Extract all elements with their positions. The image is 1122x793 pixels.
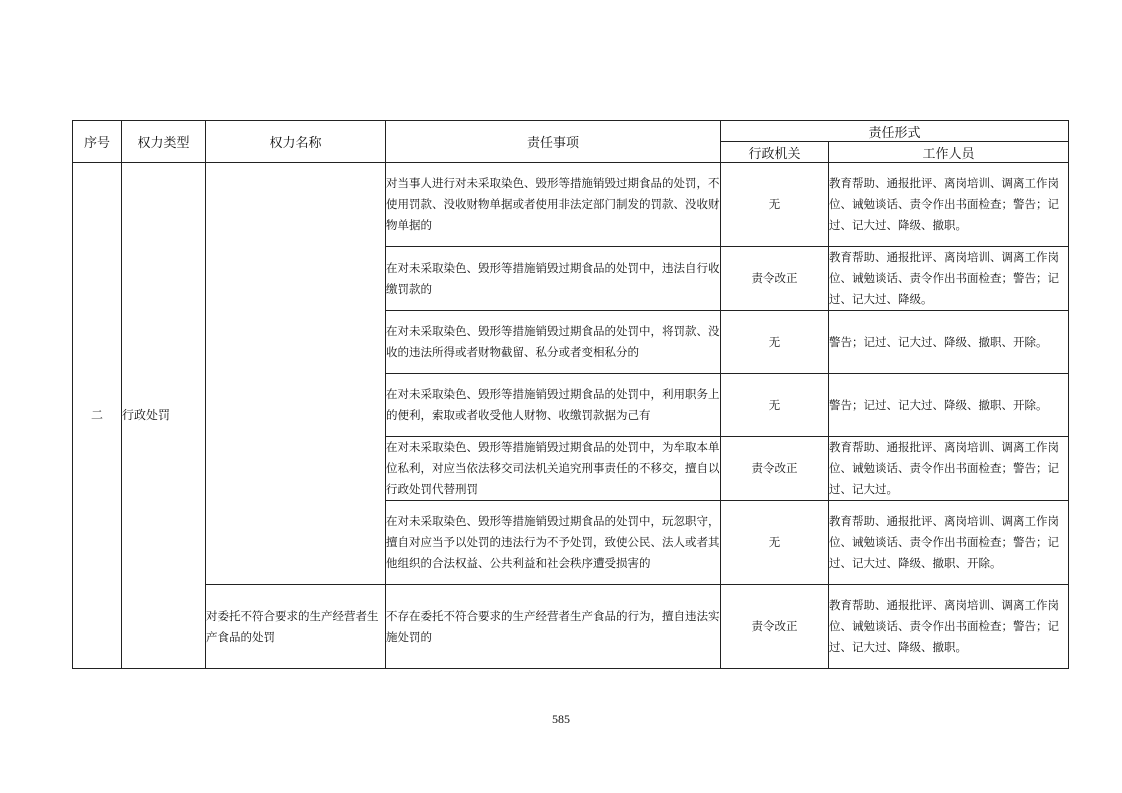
staff-cell: 教育帮助、通报批评、离岗培训、调离工作岗位、诫勉谈话、责令作出书面检查；警告；记过、记大过、降级、撤职。 (829, 585, 1069, 669)
header-agency: 行政机关 (721, 142, 829, 163)
header-seq: 序号 (73, 121, 122, 163)
table-row (73, 163, 1069, 247)
agency-cell: 无 (721, 374, 829, 437)
matter-cell: 不存在委托不符合要求的生产经营者生产食品的行为，擅自违法实施处罚的 (386, 585, 721, 669)
agency-cell: 责令改正 (721, 247, 829, 311)
power-type-cell: 行政处罚 (122, 163, 206, 669)
agency-cell: 责令改正 (721, 437, 829, 501)
matter-cell: 在对未采取染色、毁形等措施销毁过期食品的处罚中，为牟取本单位私利，对应当依法移交司法机关追究刑事责任的不移交，擅自以行政处罚代替刑罚 (386, 437, 721, 501)
matter-cell: 在对未采取染色、毁形等措施销毁过期食品的处罚中，将罚款、没收的违法所得或者财物截留、私分或者变相私分的 (386, 311, 721, 374)
matter-cell: 在对未采取染色、毁形等措施销毁过期食品的处罚中，玩忽职守，擅自对应当予以处罚的违法行为不予处罚，致使公民、法人或者其他组织的合法权益、公共利益和社会秩序遭受损害的 (386, 501, 721, 585)
staff-cell: 教育帮助、通报批评、离岗培训、调离工作岗位、诫勉谈话、责令作出书面检查；警告；记过、记大过、降级。 (829, 247, 1069, 311)
matter-cell: 在对未采取染色、毁形等措施销毁过期食品的处罚中，利用职务上的便利，索取或者收受他人财物、收缴罚款据为己有 (386, 374, 721, 437)
responsibility-table (72, 120, 1069, 669)
header-staff: 工作人员 (829, 142, 1069, 163)
staff-cell: 教育帮助、通报批评、离岗培训、调离工作岗位、诫勉谈话、责令作出书面检查；警告；记过、记大过、降级、撤职、开除。 (829, 501, 1069, 585)
power-name-cell: 对委托不符合要求的生产经营者生产食品的处罚 (206, 585, 386, 669)
staff-cell: 警告；记过、记大过、降级、撤职、开除。 (829, 311, 1069, 374)
table-row (73, 585, 1069, 669)
agency-cell: 责令改正 (721, 585, 829, 669)
header-power-type: 权力类型 (122, 121, 206, 163)
agency-cell: 无 (721, 163, 829, 247)
header-power-name: 权力名称 (206, 121, 386, 163)
staff-cell: 教育帮助、通报批评、离岗培训、调离工作岗位、诫勉谈话、责令作出书面检查；警告；记过、记大过、降级、撤职。 (829, 163, 1069, 247)
agency-cell: 无 (721, 501, 829, 585)
staff-cell: 教育帮助、通报批评、离岗培训、调离工作岗位、诫勉谈话、责令作出书面检查；警告；记过、记大过。 (829, 437, 1069, 501)
matter-cell: 对当事人进行对未采取染色、毁形等措施销毁过期食品的处罚，不使用罚款、没收财物单据或者使用非法定部门制发的罚款、没收财物单据的 (386, 163, 721, 247)
power-name-cell-empty (206, 163, 386, 585)
matter-cell: 在对未采取染色、毁形等措施销毁过期食品的处罚中，违法自行收缴罚款的 (386, 247, 721, 311)
staff-cell: 警告；记过、记大过、降级、撤职、开除。 (829, 374, 1069, 437)
page-number: 585 (552, 712, 570, 726)
seq-cell: 二 (73, 163, 122, 669)
agency-cell: 无 (721, 311, 829, 374)
header-responsibility-form: 责任形式 (721, 121, 1069, 142)
header-matters: 责任事项 (386, 121, 721, 163)
